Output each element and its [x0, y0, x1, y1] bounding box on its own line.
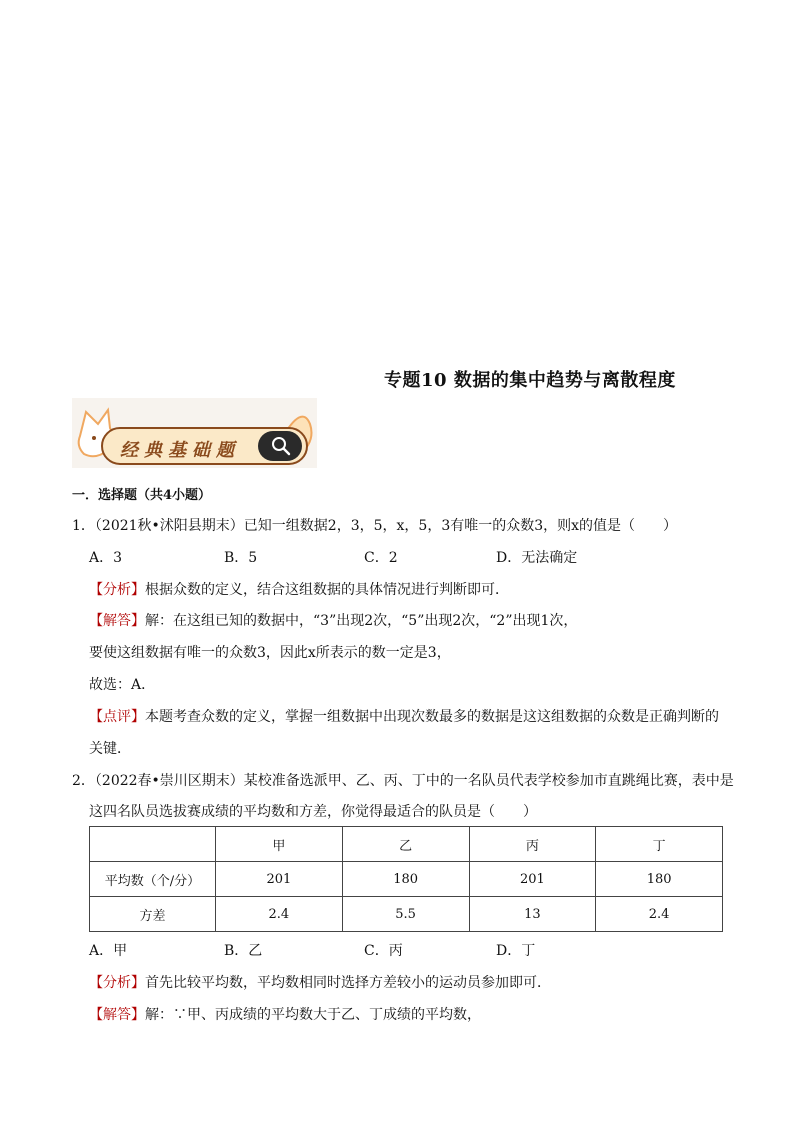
- q1-option-a: A．3: [89, 550, 123, 566]
- table-header-cell: 甲: [216, 827, 343, 862]
- comment-tag: 【点评】: [89, 709, 145, 725]
- answer-tag: 【解答】: [89, 613, 145, 629]
- table-cell: 180: [596, 862, 723, 897]
- table-header-cell: 丁: [596, 827, 723, 862]
- q1-stem: 1．（2021秋•沭阳县期末）已知一组数据2，3，5，x，5，3有唯一的众数3，则x的值是（ ）: [72, 518, 678, 534]
- analysis-tag: 【分析】: [89, 975, 145, 991]
- table-row: [90, 897, 723, 932]
- table-header-cell: [90, 827, 216, 862]
- table-cell: 201: [216, 862, 343, 897]
- table-cell: 180: [342, 862, 469, 897]
- answer-text: 解：∵甲、丙成绩的平均数大于乙、丁成绩的平均数，: [145, 1007, 481, 1023]
- q1-option-c: C．2: [364, 550, 398, 566]
- table-cell: 2.4: [596, 897, 723, 932]
- q2-option-d: D．丁: [496, 943, 536, 959]
- q1-comment: [89, 706, 719, 726]
- analysis-text: 首先比较平均数，平均数相同时选择方差较小的运动员参加即可．: [145, 975, 551, 991]
- answer-text: 解：在这组已知的数据中，“3”出现2次，“5”出现2次，“2”出现1次，: [145, 613, 578, 629]
- banner-label: 经典基础题: [120, 440, 240, 461]
- q2-stem: 2．（2022春•崇川区期末）某校准备选派甲、乙、丙、丁中的一名队员代表学校参加市直跳绳比赛，表中是: [72, 773, 734, 789]
- table-cell: 201: [469, 862, 596, 897]
- search-icon: [269, 434, 293, 458]
- q1-option-d: D．无法确定: [496, 550, 578, 566]
- q1-answer: [89, 610, 577, 630]
- q1-comment-line2: 关键．: [89, 741, 131, 757]
- q2-option-c: C．丙: [364, 943, 403, 959]
- table-cell: 2.4: [216, 897, 343, 932]
- table-row: [90, 862, 723, 897]
- q1-answer-line3: 故选：A．: [89, 677, 156, 693]
- q2-option-a: A．甲: [89, 943, 128, 959]
- comment-text: 本题考查众数的定义，掌握一组数据中出现次数最多的数据是这这组数据的众数是正确判断的: [145, 709, 719, 725]
- table-header-cell: 丙: [469, 827, 596, 862]
- page-title: 专题10 数据的集中趋势与离散程度: [384, 370, 676, 391]
- table-cell: 方差: [90, 897, 216, 932]
- q2-stem-line2: 这四名队员选拔赛成绩的平均数和方差，你觉得最适合的队员是（ ）: [89, 804, 537, 820]
- q1-analysis: [89, 579, 509, 599]
- table-cell: 5.5: [342, 897, 469, 932]
- table-header-cell: 乙: [342, 827, 469, 862]
- answer-tag: 【解答】: [89, 1007, 145, 1023]
- table-cell: 13: [469, 897, 596, 932]
- q2-option-b: B．乙: [224, 943, 263, 959]
- analysis-text: 根据众数的定义，结合这组数据的具体情况进行判断即可．: [145, 582, 509, 598]
- q2-analysis: [89, 972, 551, 992]
- q1-answer-line2: 要使这组数据有唯一的众数3，因此x所表示的数一定是3，: [89, 645, 451, 661]
- section-heading: 一．选择题（共4小题）: [72, 488, 212, 503]
- q1-option-b: B．5: [224, 550, 258, 566]
- data-table: [89, 826, 723, 932]
- section-banner: [72, 398, 317, 468]
- table-cell: 平均数（个/分）: [90, 862, 216, 897]
- analysis-tag: 【分析】: [89, 582, 145, 598]
- q2-answer: [89, 1004, 481, 1024]
- table-header-row: [90, 827, 723, 862]
